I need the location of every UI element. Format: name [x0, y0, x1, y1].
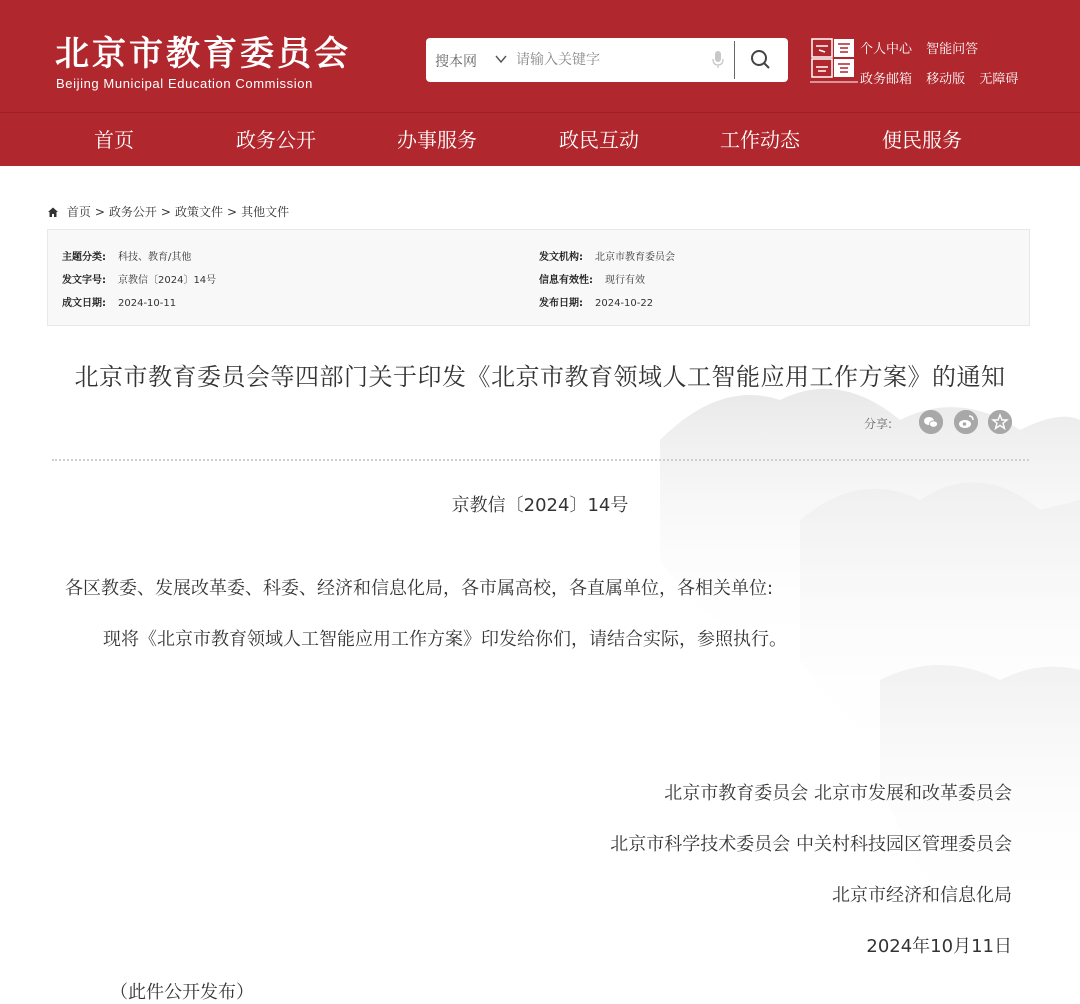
breadcrumb-gov-affairs[interactable]: 政务公开 [108, 205, 157, 219]
capital-seal-logo [810, 38, 858, 88]
accessibility-link[interactable]: 无障碍 [979, 72, 1019, 87]
page-title: 北京市教育委员会等四部门关于印发《北京市教育领域人工智能应用工作方案》的通知 [74, 363, 1006, 391]
info-doc-number: 发文字号: 京教信〔2024〕14号 [62, 275, 217, 286]
main-nav [0, 112, 1080, 166]
wechat-icon[interactable] [919, 410, 943, 434]
document-info-table [47, 229, 1030, 326]
document-number: 京教信〔2024〕14号 [451, 495, 629, 516]
favorite-icon[interactable] [988, 410, 1012, 434]
home-icon[interactable] [47, 206, 59, 218]
nav-public-services[interactable]: 便民服务 [882, 128, 962, 152]
smart-qa-link[interactable]: 智能问答 [926, 42, 979, 57]
nav-gov-affairs[interactable]: 政务公开 [236, 128, 316, 152]
info-topic: 主题分类: 科技、教育/其他 [62, 252, 192, 263]
title-divider [52, 459, 1029, 461]
signature-date: 2024年10月11日 [866, 936, 1012, 957]
share-label: 分享: [864, 417, 893, 431]
body-paragraph: 现将《北京市教育领域人工智能应用工作方案》印发给你们，请结合实际，参照执行。 [103, 629, 787, 650]
weibo-icon[interactable] [954, 410, 978, 434]
publication-note: （此件公开发布） [110, 982, 254, 1003]
info-issuer: 发文机构: 北京市教育委员会 [539, 252, 675, 263]
info-validity: 信息有效性: 现行有效 [539, 275, 645, 286]
logo-chinese[interactable]: 北京市教育委员会 [55, 34, 351, 74]
nav-work-news[interactable]: 工作动态 [720, 128, 800, 152]
nav-services[interactable]: 办事服务 [397, 128, 477, 152]
search-input[interactable] [516, 46, 706, 74]
breadcrumb-policy[interactable]: 政策文件 [174, 205, 223, 219]
breadcrumb-home[interactable]: 首页 [66, 205, 91, 219]
recipients-paragraph: 各区教委、发展改革委、科委、经济和信息化局，各市属高校，各直属单位，各相关单位: [65, 578, 774, 599]
signature-line: 北京市经济和信息化局 [832, 885, 1012, 906]
chevron-down-icon[interactable] [495, 53, 507, 65]
signature-line: 北京市科学技术委员会 中关村科技园区管理委员会 [610, 834, 1012, 855]
info-published-date: 发布日期: 2024-10-22 [539, 298, 654, 309]
personal-center-link[interactable]: 个人中心 [860, 42, 913, 57]
nav-interaction[interactable]: 政民互动 [559, 128, 639, 152]
signature-line: 北京市教育委员会 北京市发展和改革委员会 [664, 783, 1012, 804]
info-created-date: 成文日期: 2024-10-11 [62, 298, 177, 309]
gov-mail-link[interactable]: 政务邮箱 [860, 72, 913, 87]
search-box [426, 38, 788, 82]
search-icon[interactable] [744, 48, 778, 72]
search-scope-select[interactable]: 搜本网 [435, 54, 477, 70]
search-divider [734, 41, 735, 79]
logo-english: Beijing Municipal Education Commission [56, 76, 313, 91]
microphone-icon[interactable] [712, 51, 724, 69]
breadcrumb: 首页 > 政务公开 > 政策文件 > 其他文件 [47, 203, 289, 220]
breadcrumb-other-files[interactable]: 其他文件 [241, 205, 290, 219]
mobile-link[interactable]: 移动版 [926, 72, 966, 87]
nav-home[interactable]: 首页 [94, 128, 134, 152]
site-header [0, 0, 1080, 112]
